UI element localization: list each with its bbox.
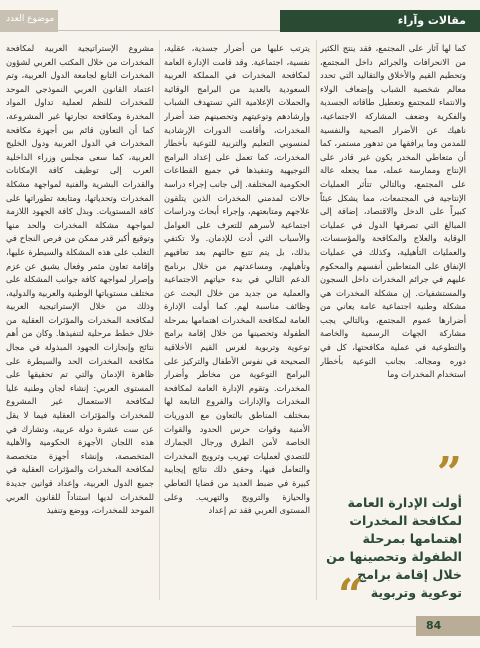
column-divider [159, 40, 160, 600]
page-number: 84 [426, 619, 442, 632]
page-number-tab [416, 616, 480, 636]
article-paragraph: مشروع الإستراتيجية العربية لمكافحة المخدرات من خلال المكتب العربي لشؤون المخدرات التابع لجامعة الدول العربية، وتم اعتماد القانون العربي النموذجي الموحد للمخدرات للنظم لعملية تداول المواد المخدرة ومكافحة تجارتها غير المشروعة، كما أن التعاون قائم بين أجهزة مكافحة المخدرات في الدول العربية ودول الخليج العربية، كما سعى مجلس وزراء الداخلية العرب إلى توظيف كافة الإمكانات والقدرات البشرية والفنية لمواجهة مشكلة المخدرات وتحدياتها، ومتابعة تطوراتها على كافة المستويات. وبذل كافة الجهود اللازمة لمواجهة مشكلة المخدرات والحد منها وتوقيع أكبر قدر ممكن من فرص النجاح في التغلب على هذه المشكلة والسيطرة عليها، وإقامة تعاون مثمر وفعال يشيق عن عزم وإصرار لمواجهة كافة جوانب المشكلة على مختلف مستوياتها الوطنية والعربية والدولية، وذلك من خلال الإستراتيجية العربية لمكافحة المخدرات والمؤثرات العقلية من خلال خطط مرحلية لتنفيذها. وكان من أهم نتائج وإنجازات الجهود المبذولة في مجال مكافحة المخدرات الحد والسيطرة على ظاهرة الإدمان والتي تم تحقيقها على المستوى العربي: إنشاء لجان وطنية عليا لمكافحة الاستعمال غير المشروع للمخدرات والمؤثرات العقلية فيما لا يقل عن ست عشرة دولة عربية، وتشارك في هذه اللجان الأجهزة الحكومية والأهلية المتخصصة، وإنشاء أجهزة متخصصة لمكافحة المخدرات والمؤثرات العقلية في جميع الدول العربية، وإعداد قوانين جديدة للمخدرات لديها استناداً للقانون العربي الموحد للمخدرات، ووضع وتنفيذ [6, 43, 154, 516]
header-section-tab [0, 10, 58, 32]
article-column-right [320, 42, 466, 402]
article-column-left [6, 42, 154, 602]
article-paragraph: كما لها آثار على المجتمع، فقد ينتج الكثير من الانحرافات والجرائم داخل المجتمع، وتحطيم القيم والأخلاق والتقاليد التي تحدد معالم شخصية الشباب وإضعاف الولاء والانتماء للمجتمع وتعطيل طاقاته الجسدية والفكرية وضعف المشاركة الاجتماعية، ناهيك عن الأضرار الصحية والنفسية للمدمن وما يرافقها من تدهور مستمر، كما أن متعاطي المخدر يكون غير قادر على الإنتاج وممارسة عمله، مما يجعله عالة على المجتمع، وبالتالي تتأثر العمليات الإنتاجية في المجتمعات، مما يشكل عبئاً كبيراً على الدخل والاقتصاد، إضافة إلى المبالغ التي تصرفها الدول في عمليات الوقاية والعلاج والمكافحة والمؤسسات، والعمليات التأهيلية، وكذلك في عمليات الإنفاق على المتعاطين أنفسهم والمحكوم عليهم في جرائم المخدرات داخل السجون والمستشفيات. إن مشكلة المخدرات هي مشكلة وطنية اجتماعية عامة يعاني من أضرارها عموم المجتمع، وبالتالي يجب مشاركة الجهات الرسمية والخاصة والتطوعية في عملية مكافحتها، كل في دوره ومجاله. بجانب التوعية بأخطار استخدام المخدرات وما [320, 43, 466, 380]
page-header [0, 10, 480, 32]
footer-rule [12, 626, 416, 627]
header-section-label: موضوع العدد [6, 14, 55, 24]
pull-quote-text: أولت الإدارة العامة لمكافحة المخدرات اهتمامها بمرحلة الطفولة وتحصينها من خلال إقامة برامج توعوية وتربوية [326, 495, 462, 600]
article-paragraph: يترتب عليها من أضرار جسدية، عقلية، نفسية، اجتماعية. وقد قامت الإدارة العامة لمكافحة المخدرات في المملكة العربية السعودية بالعديد من البرامج الوقائية والحملات الإعلامية التي تستهدف الشباب وإرشادهم وتوعيتهم وتحصينهم ضد أضرار المخدرات، وأقامت الدورات الإرشادية لمنسوبي التعليم والتربية للتوعية بأخطار المخدرات، كما تعمل على إعداد البرامج التوجيهية وتنفيذها في جميع القطاعات الحكومية المختلفة. إلى جانب إجراء دراسة حالات لمدمني المخدرات الذين يتلقون علاجهم ومتابعتهم، وإجراء أبحاث ودراسات اجتماعية لأسرهم للتعرف على العوامل والأسباب التي أدت للإدمان. ولا تكتفي بذلك، بل يتم تتبع حالتهم بعد تعافيهم وتأهيلهم، ومساعدتهم من خلال برنامج الدعم التالي في بدء حياتهم الاجتماعية والعملية من جديد من خلال البحث عن وظائف مناسبة لهم. كما أولت الإدارة العامة لمكافحة المخدرات اهتمامها بمرحلة الطفولة وتحصينها من خلال إقامة برامج توعوية وتربوية لغرس القيم الأخلاقية الصحيحة في نفوس الأطفال والتركيز على البرامج التوعوية من مخاطر وأضرار المخدرات. وتقوم الإدارة العامة لمكافحة المخدرات والإدارات والفروع التابعة لها بمختلف المناطق بالتعاون مع الدوريات الأمنية وقوات حرس الحدود والقوات الخاصة لأمن الطرق ورجال الجمارك للتصدي لعمليات تهريب وترويج المخدرات والتعامل فيها، وحقق ذلك نتائج إيجابية كبيرة في ضبط العديد من قضايا التعاطي والحيازة والترويج والتهريب. وعلى المستوى العربي فقد تم إعداد [164, 43, 310, 516]
pull-quote [312, 448, 472, 621]
header-title: مقالات وآراء [397, 14, 466, 27]
quote-close-mark-icon: “ [338, 570, 364, 621]
quote-open-mark-icon: ” [436, 448, 462, 499]
header-rule [58, 30, 280, 31]
article-column-middle [164, 42, 310, 602]
header-title-tab [280, 10, 480, 32]
